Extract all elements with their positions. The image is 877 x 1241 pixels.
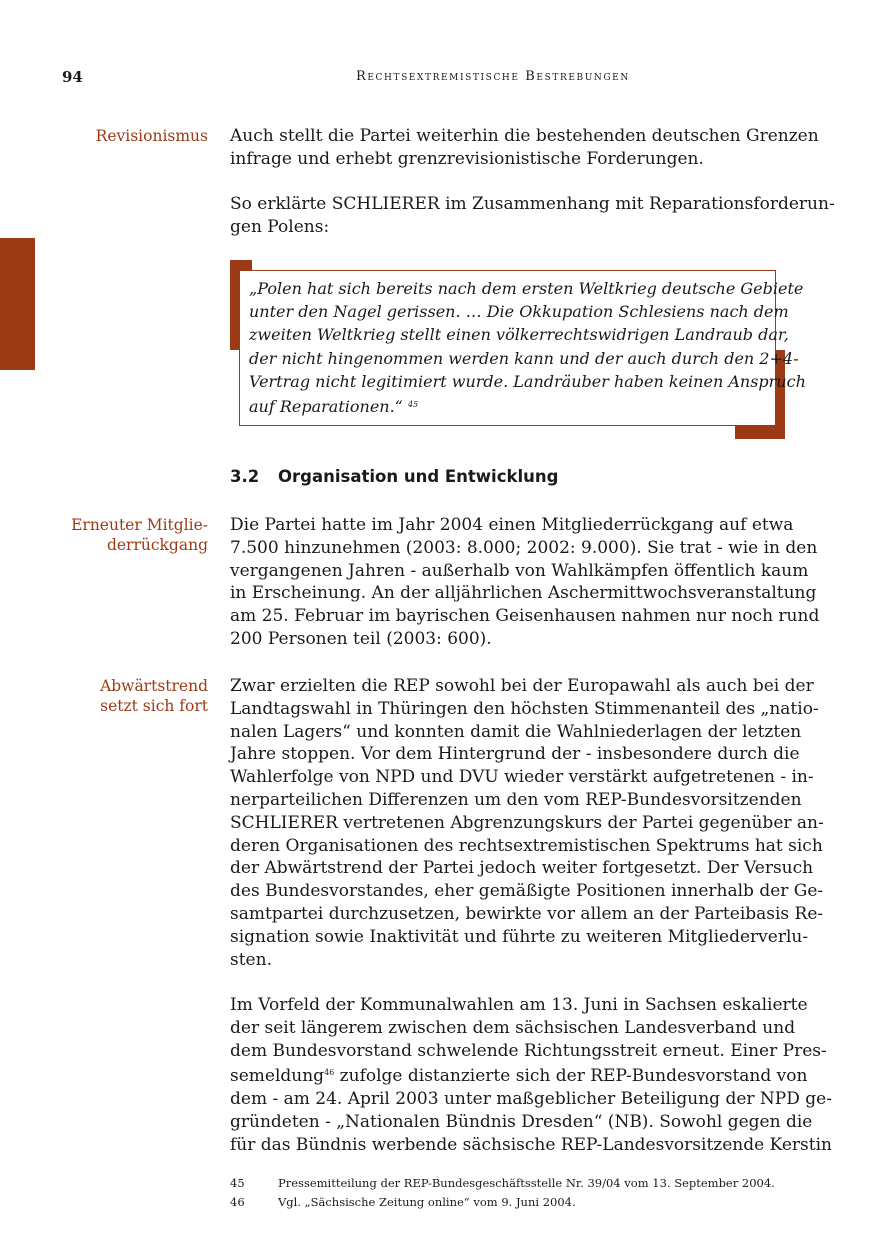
quote-box	[239, 270, 806, 426]
footnote-text: Pressemitteilung der REP-Bundesgeschäftsstelle Nr. 39/04 vom 13. September 2004.	[278, 1176, 775, 1190]
margin-note-line: setzt sich fort	[100, 697, 208, 715]
margin-note-line: Abwärtstrend	[100, 677, 208, 695]
text-line: vergangenen Jahren - außerhalb von Wahlkämpfen öffentlich kaum	[230, 560, 809, 581]
section-heading	[230, 467, 558, 486]
text-line: SCHLIERER vertretenen Abgrenzungskurs der Partei gegenüber an-	[230, 812, 824, 833]
text-line: Wahlerfolge von NPD und DVU wieder verstärkt aufgetretenen - in-	[230, 767, 814, 788]
quote-line-text: auf Reparationen.“	[249, 397, 403, 417]
text-line: dem Bundesvorstand schwelende Richtungsstreit erneut. Einer Pres-	[230, 1040, 827, 1061]
text-fragment: zufolge distanzierte sich der REP-Bundesvorstand von	[334, 1066, 808, 1087]
decorative-edge-bar	[0, 238, 35, 370]
quote-line	[249, 393, 765, 418]
quote-line: Vertrag nicht legitimiert wurde. Landräuber haben keinen Anspruch	[249, 371, 806, 391]
section-title: Organisation und Entwicklung	[278, 467, 559, 486]
text-line: samtpartei durchzusetzen, bewirkte vor allem an der Parteibasis Re-	[230, 903, 824, 924]
paragraph-abwaertstrend	[230, 675, 824, 971]
text-line: Auch stellt die Partei weiterhin die bestehenden deutschen Grenzen	[230, 126, 819, 146]
footnote-ref-46[interactable]: 46	[324, 1068, 335, 1078]
text-line: der Abwärtstrend der Partei jedoch weiter fortgesetzt. Der Versuch	[230, 858, 814, 879]
quote-line: unter den Nagel gerissen. … Die Okkupation Schlesiens nach dem	[249, 302, 789, 322]
margin-note-abwaertstrend	[58, 676, 208, 716]
footnote-46	[230, 1193, 790, 1212]
text-line: deren Organisationen des rechtsextremistischen Spektrums hat sich	[230, 835, 823, 856]
footnote-number: 46	[230, 1195, 245, 1209]
footnote-ref-45[interactable]: 45	[407, 400, 419, 410]
text-line: nalen Lagers“ und konnten damit die Wahlniederlagen der letzten	[230, 721, 802, 742]
text-line: sten.	[230, 949, 272, 970]
margin-note-text: Revisionismus	[95, 127, 208, 145]
text-line: gen Polens:	[230, 216, 330, 237]
text-line: der seit längerem zwischen dem sächsischen Landesverband und	[230, 1017, 796, 1038]
text-line: nerparteilichen Differenzen um den vom REP-Bundesvorsitzenden	[230, 789, 802, 810]
running-header: Rechtsextremistische Bestrebungen	[356, 69, 630, 84]
text-line: signation sowie Inaktivität und führte zu weiteren Mitgliederverlu-	[230, 926, 809, 947]
quote-line: zweiten Weltkrieg stellt einen völkerrechtswidrigen Landraub dar,	[249, 325, 789, 345]
quote-text	[249, 277, 806, 418]
footnote-number: 45	[230, 1176, 245, 1190]
page-number: 94	[62, 68, 83, 86]
margin-note-mitgliederrueckgang	[58, 515, 208, 555]
text-line: So erklärte SCHLIERER im Zusammenhang mit Reparationsforderun-	[230, 194, 835, 214]
paragraph-grenzen	[230, 125, 819, 171]
paragraph-mitgliederrueckgang	[230, 514, 820, 651]
margin-note-revisionismus	[58, 126, 208, 146]
margin-note-line: Erneuter Mitglie-	[71, 516, 208, 534]
margin-note-line: derrückgang	[106, 536, 208, 554]
text-line: Die Partei hatte im Jahr 2004 einen Mitgliederrückgang auf etwa	[230, 515, 794, 535]
text-line: Zwar erzielten die REP sowohl bei der Europawahl als auch bei der	[230, 676, 814, 696]
text-line: 200 Personen teil (2003: 600).	[230, 628, 492, 649]
text-line: des Bundesvorstandes, eher gemäßigte Positionen innerhalb der Ge-	[230, 881, 824, 902]
text-line: für das Bündnis werbende sächsische REP-Landesvorsitzende Kerstin	[230, 1134, 832, 1155]
text-line: in Erscheinung. An der alljährlichen Aschermittwochsveranstaltung	[230, 583, 817, 604]
footnote-45	[230, 1174, 790, 1193]
footnotes	[230, 1174, 790, 1212]
paragraph-schlierer-intro	[230, 193, 835, 239]
quote-line: der nicht hingenommen werden kann und der auch durch den 2+4-	[249, 348, 799, 368]
text-line: Im Vorfeld der Kommunalwahlen am 13. Juni in Sachsen eskalierte	[230, 995, 808, 1015]
section-number: 3.2	[230, 467, 260, 486]
text-fragment: semeldung	[230, 1066, 325, 1087]
text-line: Jahre stoppen. Vor dem Hintergrund der - insbesondere durch die	[230, 744, 800, 765]
footnote-text: Vgl. „Sächsische Zeitung online“ vom 9. Juni 2004.	[278, 1195, 576, 1209]
text-line: dem - am 24. April 2003 unter maßgeblicher Beteiligung der NPD ge-	[230, 1089, 832, 1110]
paragraph-sachsen	[230, 994, 832, 1157]
quote-line: „Polen hat sich bereits nach dem ersten Weltkrieg deutsche Gebiete	[249, 279, 804, 298]
text-line: am 25. Februar im bayrischen Geisenhausen nahmen nur noch rund	[230, 606, 820, 627]
text-line: infrage und erhebt grenzrevisionistische Forderungen.	[230, 148, 704, 169]
text-line: 7.500 hinzunehmen (2003: 8.000; 2002: 9.000). Sie trat - wie in den	[230, 537, 818, 558]
text-line	[230, 1062, 808, 1088]
text-line: gründeten - „Nationalen Bündnis Dresden“ (NB). Sowohl gegen die	[230, 1111, 813, 1132]
text-line: Landtagswahl in Thüringen den höchsten Stimmenanteil des „natio-	[230, 698, 819, 719]
